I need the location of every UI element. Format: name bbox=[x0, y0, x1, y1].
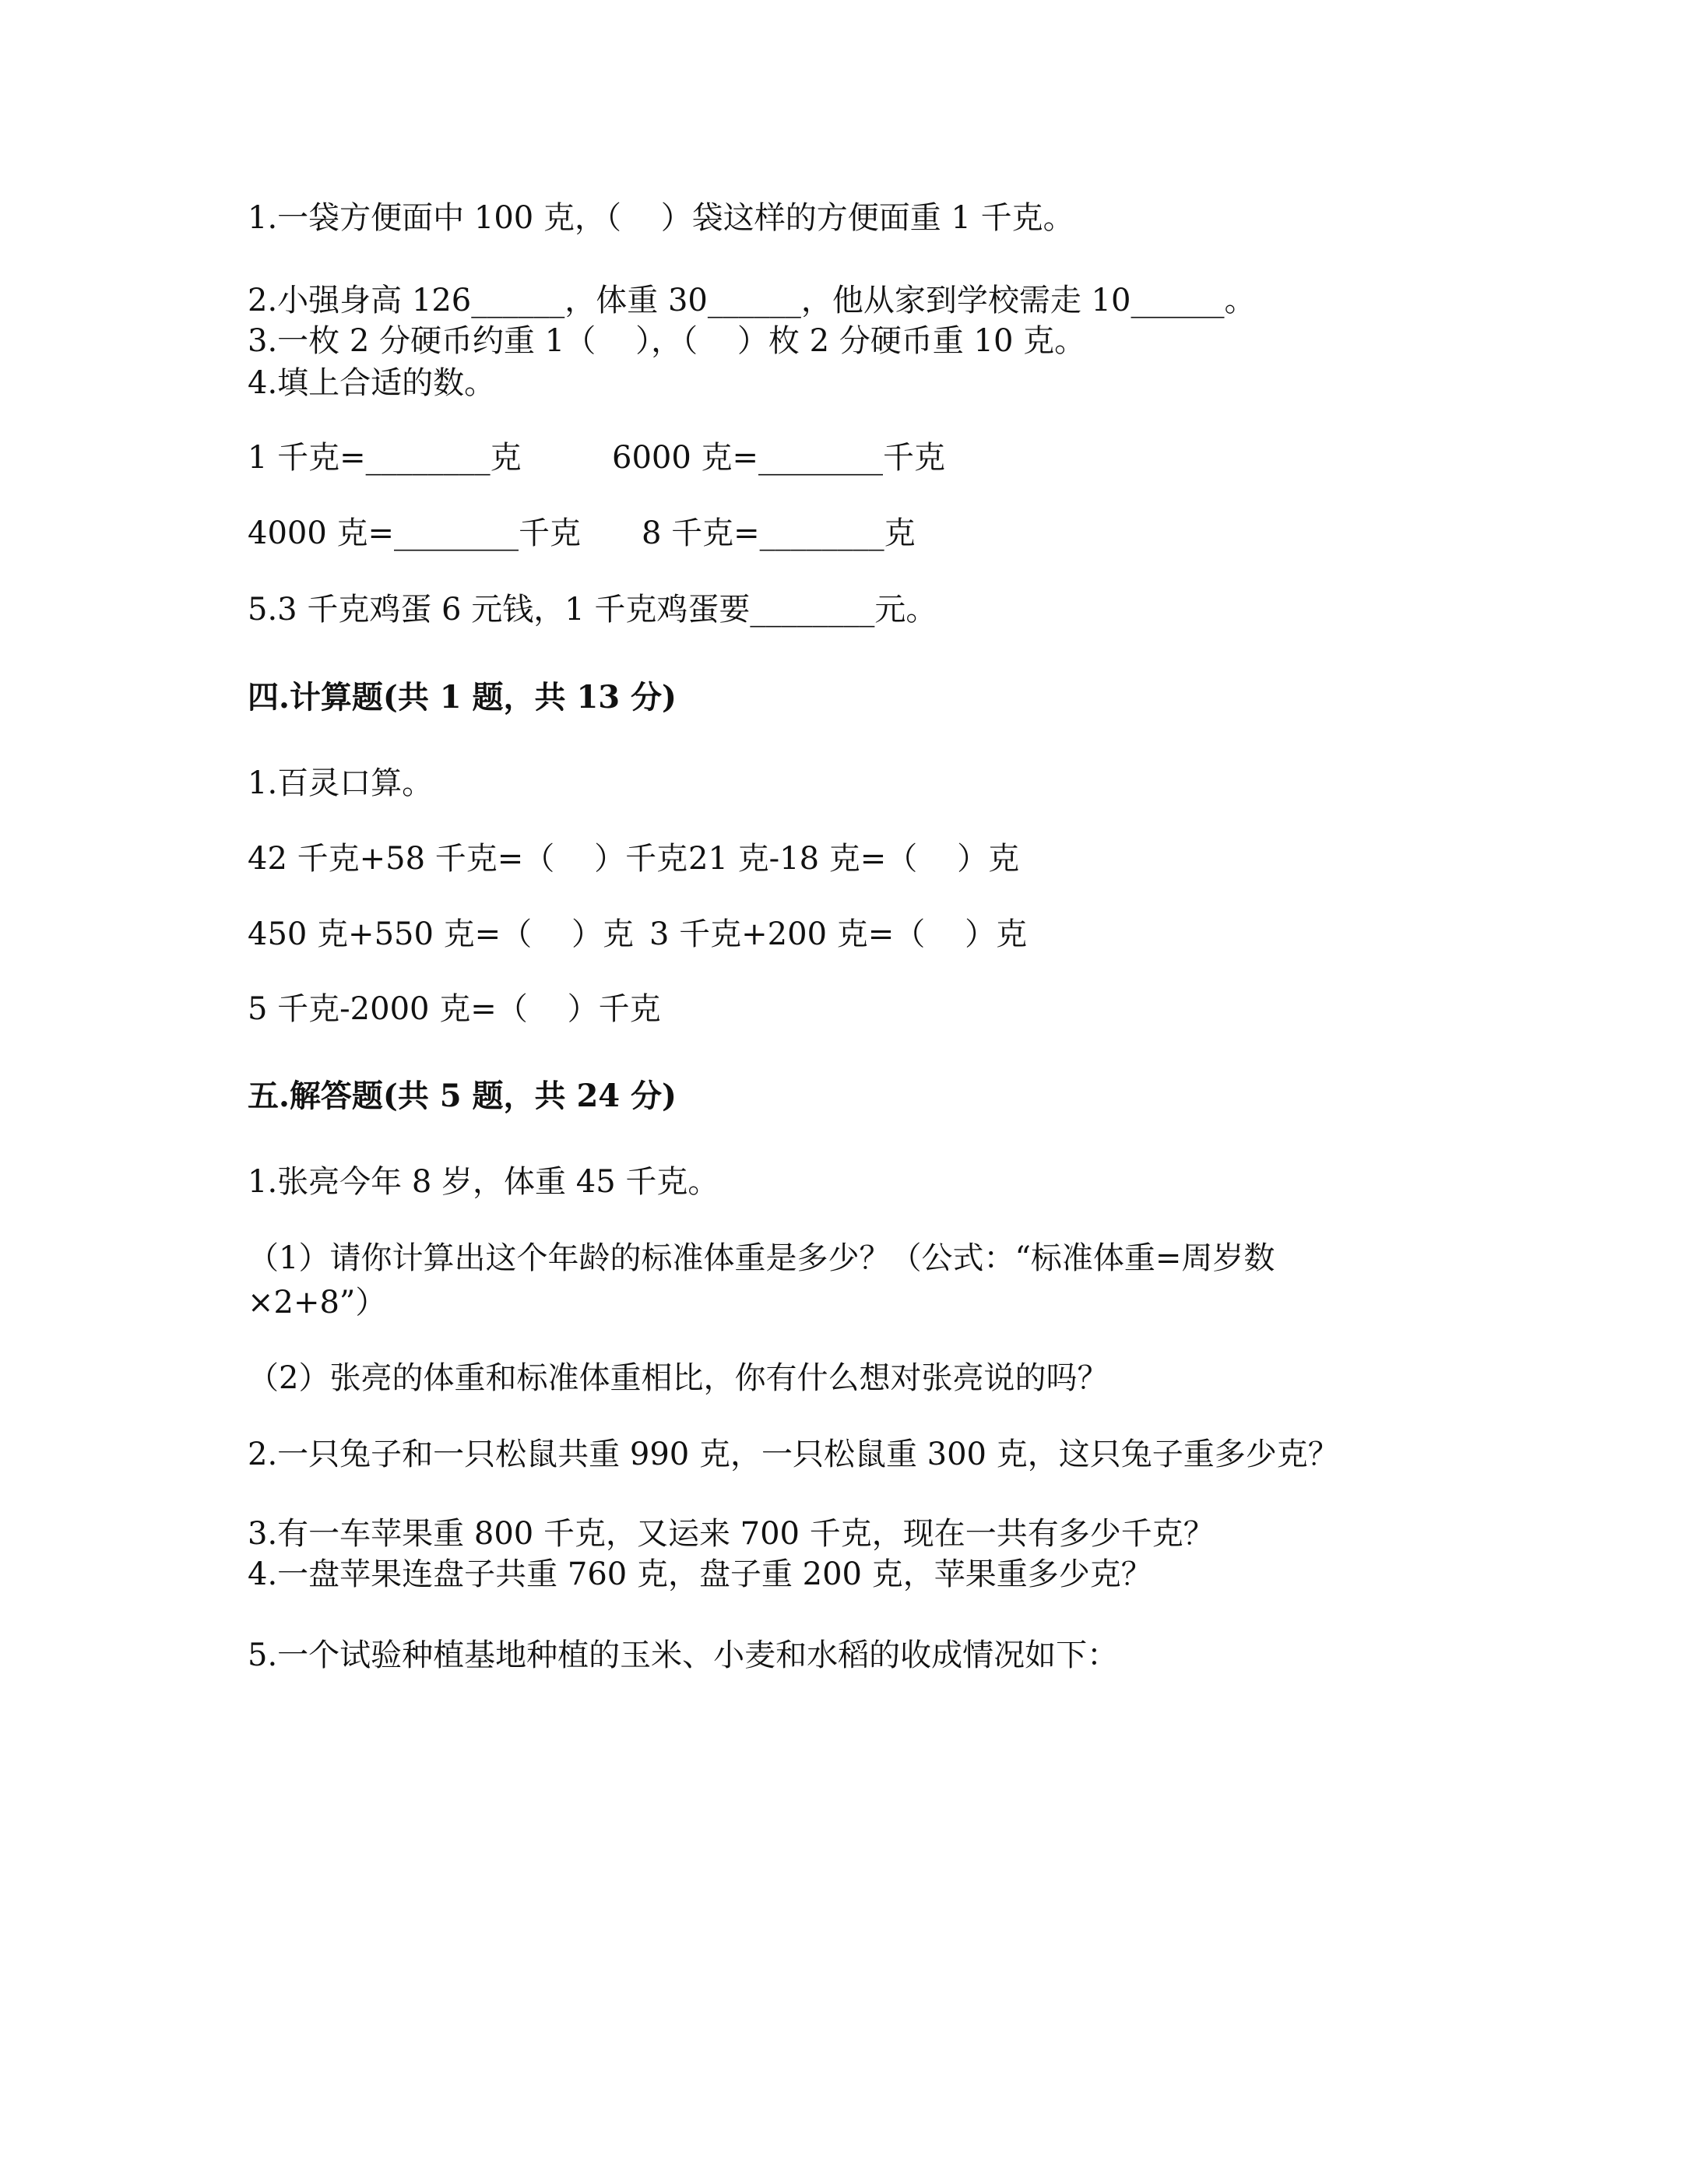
answer-question-5: 5.一个试验种植基地种植的玉米、小麦和水稻的收成情况如下： bbox=[248, 1637, 1119, 1673]
answer-question-1-part-1: （1）请你计算出这个年龄的标准体重是多少？（公式：“标准体重=周岁数 bbox=[248, 1240, 1275, 1276]
section-5-heading: 五.解答题(共 5 题，共 24 分) bbox=[248, 1078, 677, 1114]
conversion-4000g-to-kg: 4000 克=________千克 bbox=[248, 515, 582, 551]
section-4-heading: 四.计算题(共 1 题，共 13 分) bbox=[248, 679, 677, 716]
fill-question-3: 3.一枚 2 分硬币约重 1（ ），（ ）枚 2 分硬币重 10 克。 bbox=[248, 323, 1086, 359]
fill-question-1: 1.一袋方便面中 100 克，（ ）袋这样的方便面重 1 千克。 bbox=[248, 200, 1074, 236]
fill-question-5: 5.3 千克鸡蛋 6 元钱，1 千克鸡蛋要________元。 bbox=[248, 592, 937, 628]
answer-question-2: 2.一只兔子和一只松鼠共重 990 克，一只松鼠重 300 克，这只兔子重多少克？ bbox=[248, 1437, 1339, 1472]
conversion-6000g-to-kg: 6000 克=________千克 bbox=[612, 440, 946, 476]
answer-question-1: 1.张亮今年 8 岁，体重 45 千克。 bbox=[248, 1164, 719, 1200]
calc-question-1: 1.百灵口算。 bbox=[248, 765, 434, 801]
calc-item-1: 42 千克+58 千克=（ ）千克 bbox=[248, 841, 688, 877]
calc-item-2: 21 克-18 克=（ ）克 bbox=[688, 841, 1020, 877]
answer-question-1-part-1-formula: ×2+8”） bbox=[248, 1285, 387, 1321]
calc-item-5: 5 千克-2000 克=（ ）千克 bbox=[248, 991, 661, 1027]
calc-item-3: 450 克+550 克=（ ）克 bbox=[248, 916, 635, 952]
conversion-8kg-to-g: 8 千克=________克 bbox=[642, 515, 916, 551]
calc-item-4: 3 千克+200 克=（ ）克 bbox=[649, 916, 1028, 952]
fill-question-2: 2.小强身高 126______，体重 30______，他从家到学校需走 10______。 bbox=[248, 283, 1256, 318]
answer-question-1-part-2: （2）张亮的体重和标准体重相比，你有什么想对张亮说的吗？ bbox=[248, 1360, 1109, 1396]
answer-question-4: 4.一盘苹果连盘子共重 760 克，盘子重 200 克，苹果重多少克？ bbox=[248, 1556, 1152, 1592]
conversion-1-kg-to-g: 1 千克=________克 bbox=[248, 440, 522, 476]
answer-question-3: 3.有一车苹果重 800 千克，又运来 700 千克，现在一共有多少千克？ bbox=[248, 1516, 1215, 1552]
fill-question-4: 4.填上合适的数。 bbox=[248, 365, 496, 401]
